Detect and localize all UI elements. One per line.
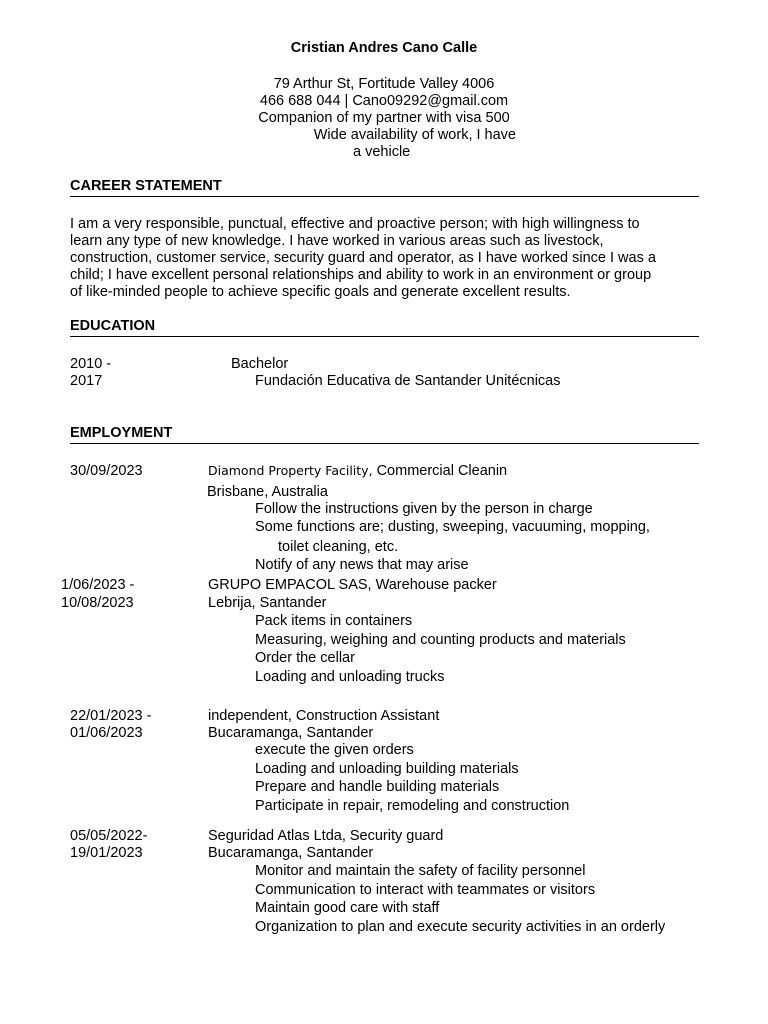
job-location: Bucaramanga, Santander [208,845,374,861]
education-date-start: 2010 - [70,356,112,372]
job-location: Bucaramanga, Santander [208,725,374,741]
job-title-line [208,462,507,480]
job-duty: Follow the instructions given by the person in charge [255,501,593,517]
job-duty: Order the cellar [255,650,355,666]
job-date-start: 22/01/2023 - [70,708,152,724]
address-line: 79 Arthur St, Fortitude Valley 4006 [273,76,495,92]
job-duty: Loading and unloading trucks [255,669,445,685]
career-statement-heading: CAREER STATEMENT [70,178,699,197]
job-date-end: 01/06/2023 [70,725,143,741]
candidate-name: Cristian Andres Cano Calle [290,40,478,56]
career-line: construction, customer service, security guard and operator, as I have worked since I was a [70,250,656,266]
job-date-start: 1/06/2023 - [61,577,135,593]
job-duty: Maintain good care with staff [255,900,440,916]
availability-line: Wide availability of work, I have [313,127,516,143]
education-date-end: 2017 [70,373,103,389]
education-degree: Bachelor [231,356,289,372]
job-company: Seguridad Atlas Ltda, Security guard [208,828,444,844]
career-line: of like-minded people to achieve specific goals and generate excellent results. [70,284,571,300]
career-line: child; I have excellent personal relationships and ability to work in an environment or group [70,267,652,283]
job-duty: Measuring, weighing and counting products and materials [255,632,626,648]
job-duty: execute the given orders [255,742,414,758]
job-role: Commercial Cleanin [372,463,508,479]
job-duty: Participate in repair, remodeling and construction [255,798,570,814]
job-duty: toilet cleaning, etc. [278,539,399,555]
education-institution: Fundación Educativa de Santander Unitécnicas [255,373,561,389]
career-line: learn any type of new knowledge. I have worked in various areas such as livestock, [70,233,604,249]
employment-heading: EMPLOYMENT [70,425,699,444]
job-duty: Monitor and maintain the safety of facility personnel [255,863,586,879]
job-company: Diamond Property Facility, [208,463,373,478]
visa-line: Companion of my partner with visa 500 [258,110,510,126]
job-duty: Pack items in containers [255,613,413,629]
job-date-start: 05/05/2022- [70,828,148,844]
job-company: independent, Construction Assistant [208,708,440,724]
job-location: Brisbane, Australia [207,484,328,500]
job-date-start: 30/09/2023 [70,463,143,479]
availability-line-2: a vehicle [353,144,411,160]
job-location: Lebrija, Santander [208,595,327,611]
job-date-end: 19/01/2023 [70,845,143,861]
job-duty: Prepare and handle building materials [255,779,500,795]
job-duty: Organization to plan and execute security activities in an orderly [255,919,666,935]
contact-line: 466 688 044 | Cano09292@gmail.com [259,93,509,109]
job-date-end: 10/08/2023 [61,595,134,611]
job-duty: Loading and unloading building materials [255,761,519,777]
job-duty: Some functions are; dusting, sweeping, vacuuming, mopping, [255,519,650,535]
education-heading: EDUCATION [70,318,699,337]
job-company: GRUPO EMPACOL SAS, Warehouse packer [208,577,497,593]
job-duty: Notify of any news that may arise [255,557,469,573]
career-line: I am a very responsible, punctual, effective and proactive person; with high willingness to [70,216,640,232]
job-duty: Communication to interact with teammates or visitors [255,882,596,898]
